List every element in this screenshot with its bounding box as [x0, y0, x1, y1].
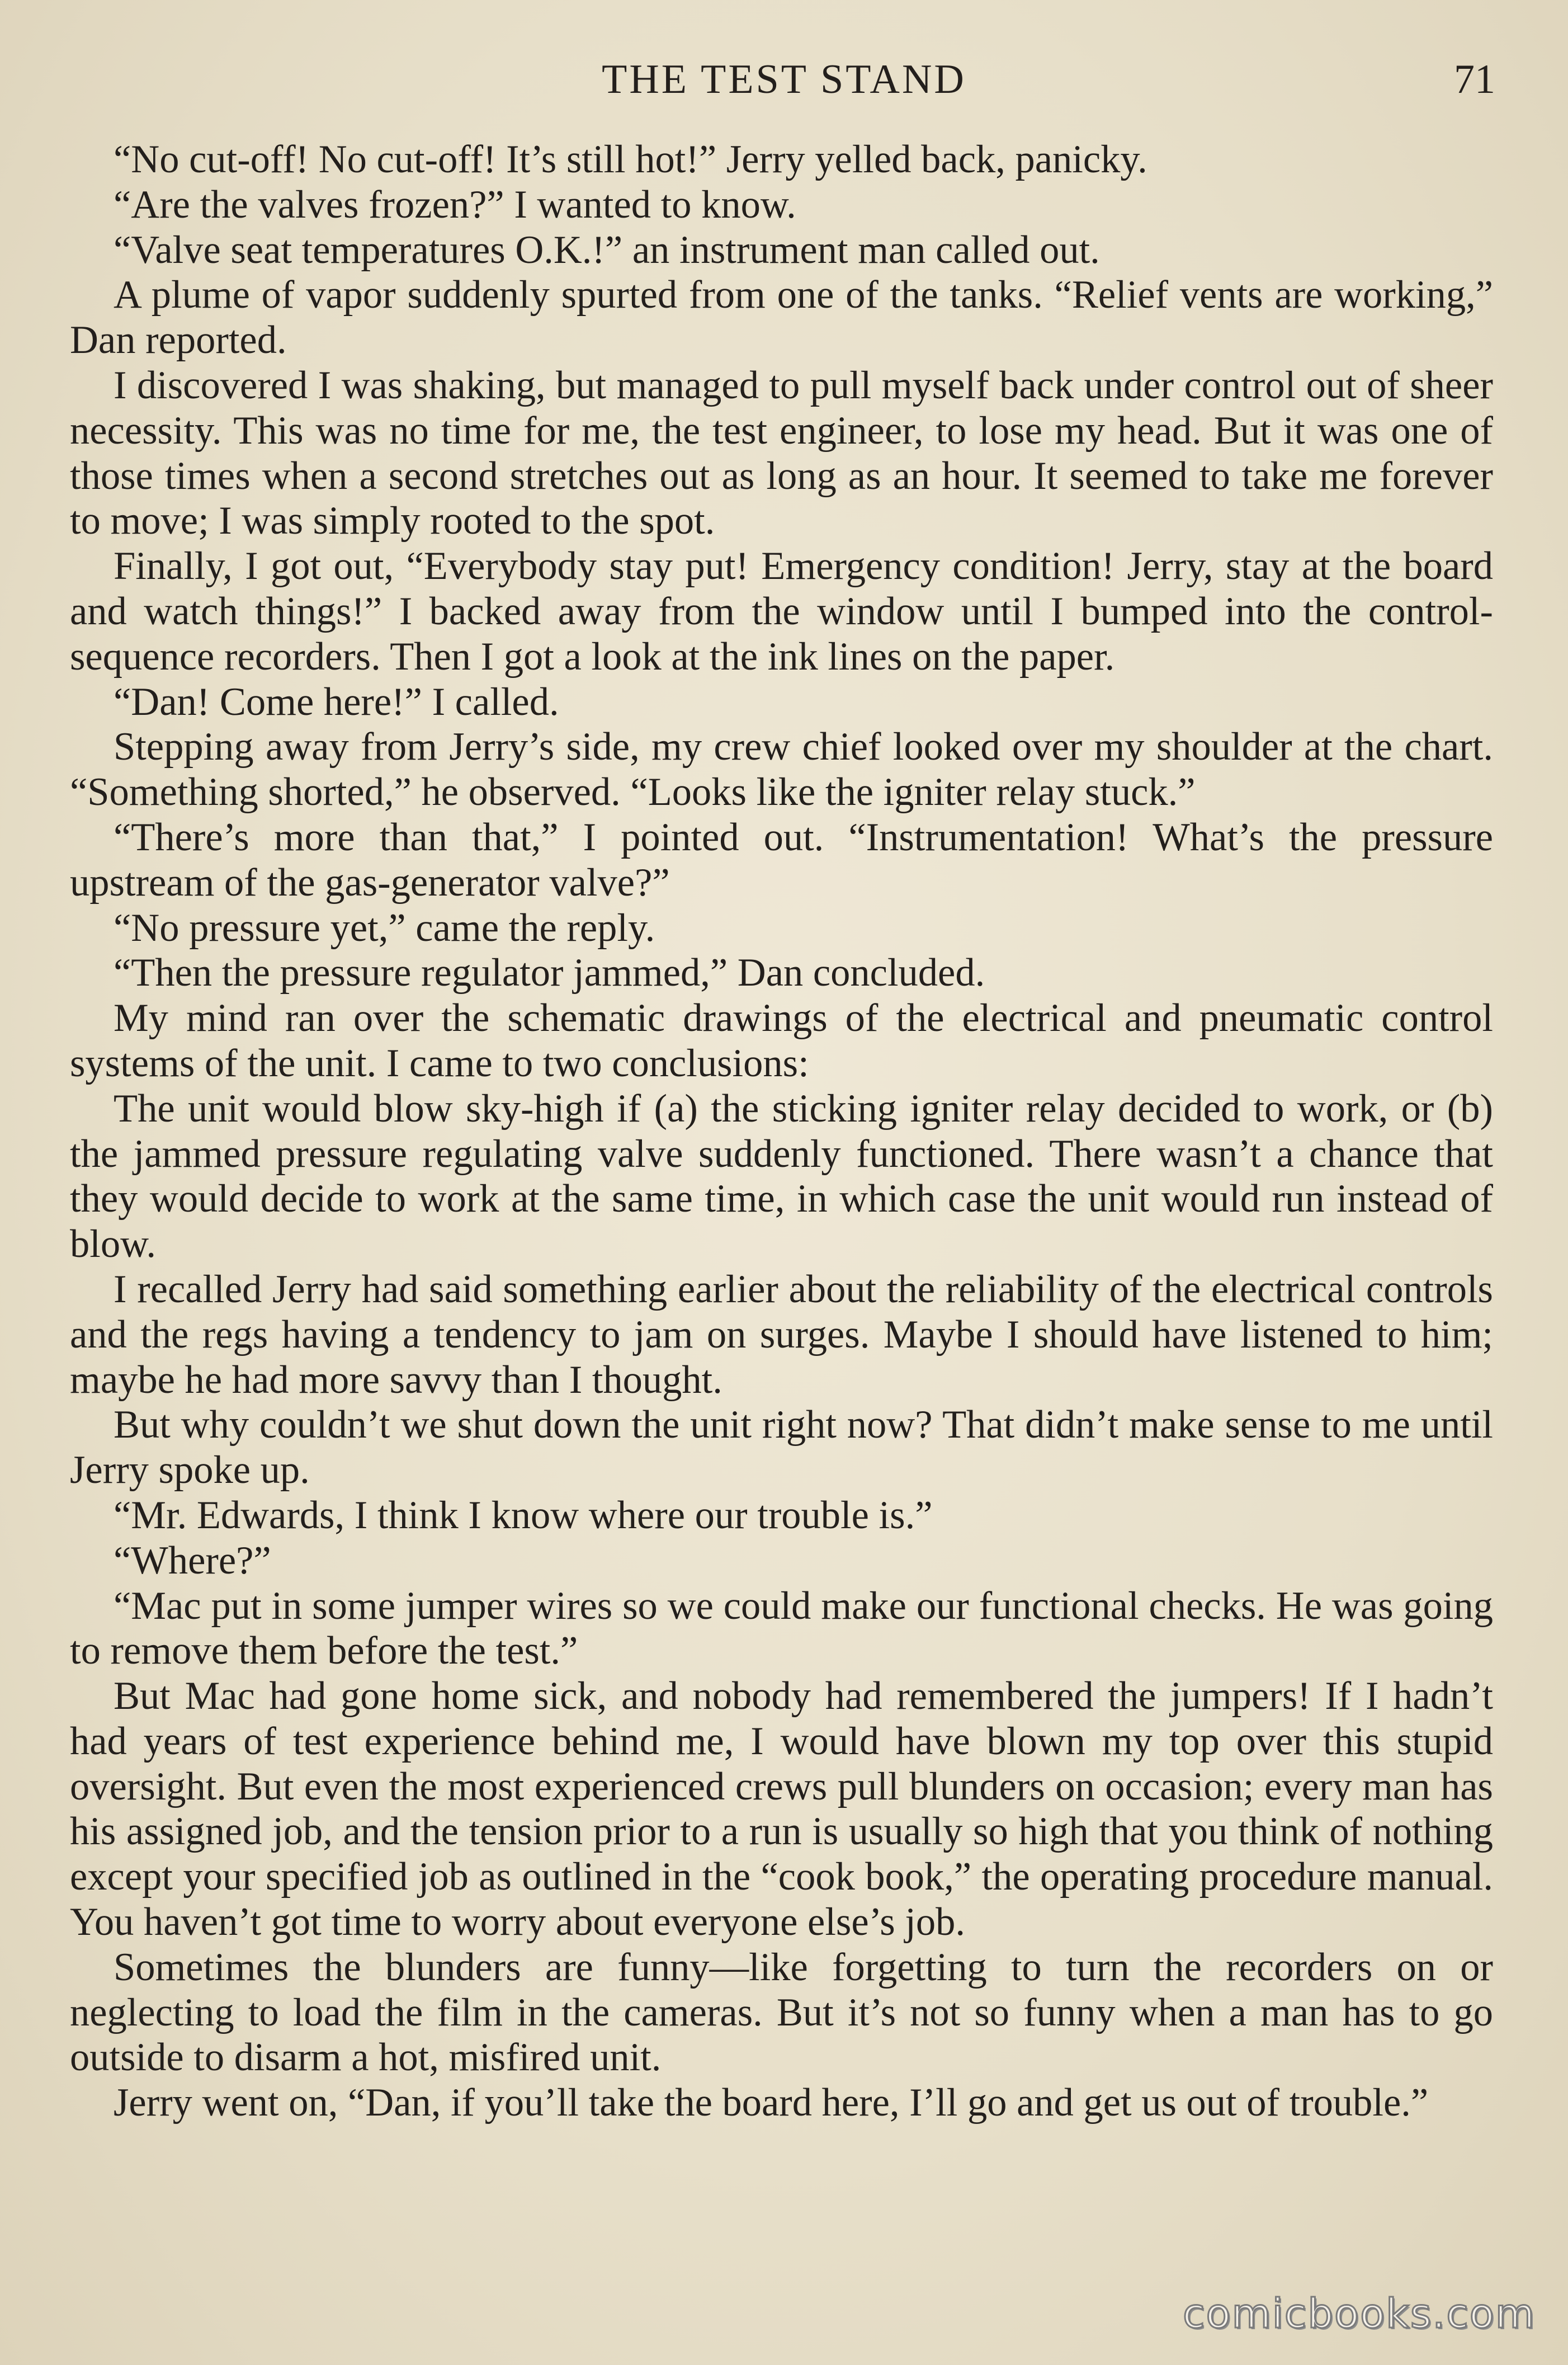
paragraph: Jerry went on, “Dan, if you’ll take the board here, I’ll go and get us out of trouble.”: [114, 2081, 1429, 2125]
running-title: THE TEST STAND: [602, 56, 966, 102]
page-number: 71: [1454, 56, 1495, 102]
paragraph: “Are the valves frozen?” I wanted to know.: [114, 182, 796, 227]
paragraph: “No cut-off! No cut-off! It’s still hot!” Jerry yelled back, panicky.: [114, 138, 1147, 181]
paragraph: “There’s more than that,” I pointed out. “Instrumentation! What’s the pressure upstream of the gas-generator valve?”: [70, 815, 1493, 904]
paragraph: “Mr. Edwards, I think I know where our trouble is.”: [114, 1493, 933, 1537]
page-header: [0, 56, 1568, 117]
paragraph: “Then the pressure regulator jammed,” Dan concluded.: [114, 951, 985, 995]
paragraph: A plume of vapor suddenly spurted from one of the tanks. “Relief vents are working,” Dan reported.: [70, 273, 1493, 362]
paragraph: But why couldn’t we shut down the unit right now? That didn’t make sense to me until Jerry spoke up.: [70, 1403, 1493, 1492]
body-text: [70, 137, 1493, 2126]
paragraph: “Where?”: [114, 1538, 271, 1582]
paragraph: “Mac put in some jumper wires so we could make our functional checks. He was going to remove them before the test.”: [70, 1584, 1493, 1673]
paragraph: I discovered I was shaking, but managed to pull myself back under control out of sheer necessity. This was no time for me, the test engineer, to lose my head. But it was one of those times when a second stretches out as long as an hour. It seemed to take me forever to move; I was simply rooted to the spot.: [70, 363, 1493, 543]
paragraph: “Valve seat temperatures O.K.!” an instrument man called out.: [114, 228, 1100, 272]
paragraph: “No pressure yet,” came the reply.: [114, 906, 655, 950]
watermark: comicbooks.com: [1182, 2290, 1536, 2337]
paragraph: My mind ran over the schematic drawings of the electrical and pneumatic control systems of the unit. I came to two conclusions:: [70, 996, 1493, 1085]
paragraph: Stepping away from Jerry’s side, my crew chief looked over my shoulder at the chart. “Something shorted,” he observed. “Looks like the igniter relay stuck.”: [70, 725, 1493, 814]
paragraph: “Dan! Come here!” I called.: [114, 680, 559, 724]
paragraph: I recalled Jerry had said something earlier about the reliability of the electrical controls and the regs having a tendency to jam on surges. Maybe I should have listened to him; maybe he had more savvy than I thought.: [70, 1267, 1493, 1402]
paragraph: Sometimes the blunders are funny—like forgetting to turn the recorders on or neglecting to load the film in the cameras. But it’s not so funny when a man has to go outside to disarm a hot, misfired unit.: [70, 1945, 1493, 2080]
paragraph: But Mac had gone home sick, and nobody had remembered the jumpers! If I hadn’t had years of test experience behind me, I would have blown my top over this stupid oversight. But even the most experienced crews pull blunders on occasion; every man has his assigned job, and the tension prior to a run is usually so high that you think of nothing except your specified job as outlined in the “cook book,” the operating procedure manual. You haven’t got time to worry about everyone else’s job.: [70, 1674, 1493, 1944]
paragraph: Finally, I got out, “Everybody stay put! Emergency condition! Jerry, stay at the board and watch things!” I backed away from the window until I bumped into the control-sequence recorders. Then I got a look at the ink lines on the paper.: [70, 544, 1493, 679]
paragraph: The unit would blow sky-high if (a) the sticking igniter relay decided to work, or (b) the jammed pressure regulating valve suddenly functioned. There wasn’t a chance that they would decide to work at the same time, in which case the unit would run instead of blow.: [70, 1086, 1493, 1266]
